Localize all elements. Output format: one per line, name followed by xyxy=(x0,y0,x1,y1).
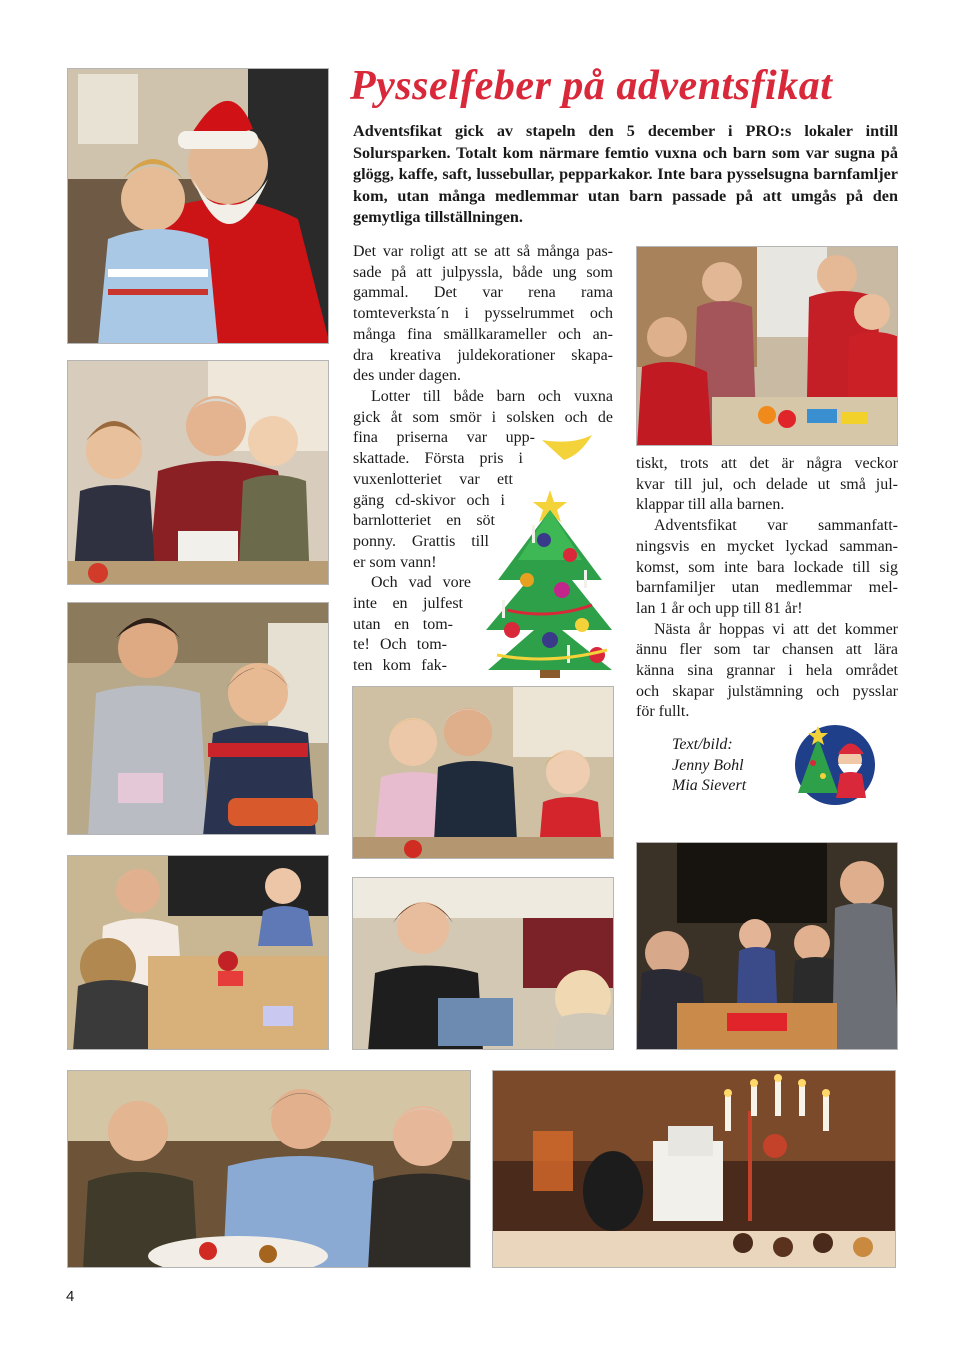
santa-badge-illustration xyxy=(788,718,878,808)
photo-children-with-gifts xyxy=(67,602,329,835)
text-line: tomteverksta´n i pysselrummet och xyxy=(353,305,613,323)
text-line: gäng cd-skivor och i xyxy=(353,491,505,509)
text-line: er som vann! xyxy=(353,553,437,571)
text-line: många fina smällkarameller och an- xyxy=(353,325,613,343)
text-line: Nästa år hoppas vi att det kommer xyxy=(654,620,898,638)
text-line: ten kom fak- xyxy=(353,657,447,675)
photo-santa-with-child xyxy=(67,68,329,344)
text-line: ponny. Grattis till xyxy=(353,532,489,550)
text-line: vuxenlotteriet var ett xyxy=(353,470,513,488)
column2-paragraph-3 xyxy=(636,620,898,724)
text-line: gammal. Det var rena rama xyxy=(353,284,613,302)
photo-grandfather-with-children xyxy=(67,360,329,585)
column2-paragraph-2 xyxy=(636,516,898,620)
column1-paragraph-3 xyxy=(353,573,613,677)
credit-label: Text/bild: xyxy=(672,736,733,753)
credit-author-1: Jenny Bohl xyxy=(672,756,744,774)
text-line: Adventsfikat var sammanfatt- xyxy=(654,517,898,535)
credit-author-2: Mia Sievert xyxy=(672,777,747,794)
text-line: tiskt, trots att det är några veckor xyxy=(636,455,898,472)
text-line: fina priserna var upp- xyxy=(353,429,535,447)
photo-craft-table xyxy=(636,246,898,446)
photo-young-woman-with-cds xyxy=(352,877,614,1050)
text-line: ännu fler som tar chansen att lära xyxy=(636,641,898,659)
text-line: skattade. Första pris i xyxy=(353,450,523,468)
text-column-2 xyxy=(636,454,898,723)
column1-paragraph-2 xyxy=(353,387,613,573)
article-lead: Adventsfikat gick av stapeln den 5 december i PRO:s lokaler intill Solursparken. Totalt kom närmare femtio vuxna och barn som var sugna på glögg, kaffe, saft, lussebullar, pepparkakor. Inte bara pysselsugna barnfamljer kom, utan många medlemmar utan barn passade på att umgås på den gemytliga tillställningen. xyxy=(353,122,898,226)
article-title: Pysselfeber på adventsfikat xyxy=(350,63,833,109)
text-line: kvar till jul, och delade ut små jul- xyxy=(636,475,898,493)
text-line: utan en tom- xyxy=(353,615,453,633)
page-number: 4 xyxy=(66,1288,75,1305)
text-line: des under dagen. xyxy=(353,367,461,385)
photo-three-adults xyxy=(67,1070,471,1268)
text-line: inte en julfest xyxy=(353,595,463,613)
text-line: klappar till alla barnen. xyxy=(636,496,785,514)
text-line: för fullt. xyxy=(636,703,690,721)
text-line: och skapar julstämning och pysslar xyxy=(636,682,898,700)
text-line: känna sina grannar i hela området xyxy=(636,662,898,680)
column2-paragraph-1 xyxy=(636,454,898,516)
text-line: Och vad vore xyxy=(371,574,471,592)
photo-woman-with-cds xyxy=(67,855,329,1050)
photo-text-credit xyxy=(672,735,746,797)
text-line: sade på att julpyssla, både ung som xyxy=(353,263,613,281)
text-column-1 xyxy=(353,242,613,387)
photo-grandfather-and-girls xyxy=(352,686,614,859)
text-line: te! Och tom- xyxy=(353,636,447,654)
text-column-1-wrap xyxy=(353,387,613,677)
text-line: gick åt som smör i solsken och de xyxy=(353,408,613,426)
column1-paragraph-1 xyxy=(353,242,613,387)
text-line: Lotter till både barn och vuxna xyxy=(371,388,613,405)
photo-family-craft-table xyxy=(636,842,898,1050)
text-line: barnfamiljer utan medlemmar mel- xyxy=(636,579,898,597)
text-line: lan 1 år och upp till 81 år! xyxy=(636,599,803,617)
text-line: dra kreativa juldekorationer skapa- xyxy=(353,346,613,364)
text-line: Det var roligt att se att så många pas- xyxy=(353,243,613,260)
photo-coffee-table-candles xyxy=(492,1070,896,1268)
text-line: barnlotteriet en söt xyxy=(353,512,495,530)
text-line: komst, som inte bara lockade till sig xyxy=(636,558,898,576)
text-line: ningsvis en mycket lyckad samman- xyxy=(636,537,898,555)
